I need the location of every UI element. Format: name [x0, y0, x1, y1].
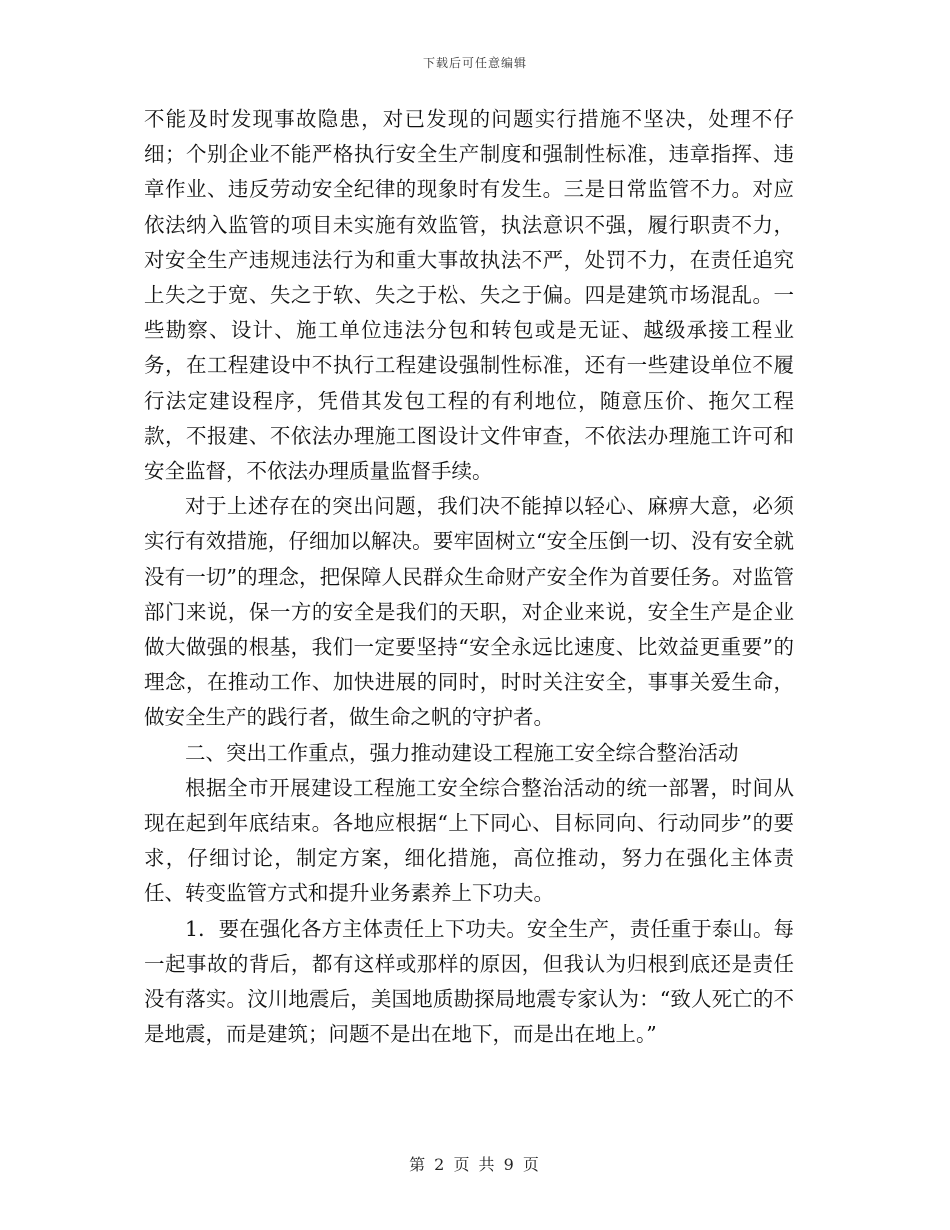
paragraph-deployment: 根据全市开展建设工程施工安全综合整治活动的统一部署，时间从现在起到年底结束。各地应根据“上下同心、目标同向、行动同步”的要求，仔细讨论，制定方案，细化措施，高位推动，努力在强化主体责任、转变监管方式和提升业务素养上下功夫。 [144, 775, 794, 906]
document-body [144, 102, 794, 1052]
paragraph-continuation: 不能及时发现事故隐患，对已发现的问题实行措施不坚决，处理不仔细；个别企业不能严格执行安全生产制度和强制性标准，违章指挥、违章作业、违反劳动安全纪律的现象时有发生。三是日常监管不力。对应依法纳入监管的项目未实施有效监管，执法意识不强，履行职责不力，对安全生产违规违法行为和重大事故执法不严，处罚不力，在责任追究上失之于宽、失之于软、失之于松、失之于偏。四是建筑市场混乱。一些勘察、设计、施工单位违法分包和转包或是无证、越级承接工程业务，在工程建设中不执行工程建设强制性标准，还有一些建设单位不履行法定建设程序，凭借其发包工程的有利地位，随意压价、拖欠工程款，不报建、不依法办理施工图设计文件审查，不依法办理施工许可和安全监督，不依法办理质量监督手续。 [144, 107, 794, 484]
section-heading: 二、突出工作重点，强力推动建设工程施工安全综合整治活动 [185, 740, 739, 765]
page-number-footer: 第 2 页 共 9 页 [409, 1155, 541, 1174]
paragraph-measures: 对于上述存在的突出问题，我们决不能掉以轻心、麻痹大意，必须实行有效措施，仔细加以解决。要牢固树立“安全压倒一切、没有安全就没有一切”的理念，把保障人民群众生命财产安全作为首要任务。对监管部门来说，保一方的安全是我们的天职，对企业来说，安全生产是企业做大做强的根基，我们一定要坚持“安全永远比速度、比效益更重要”的理念，在推动工作、加快进展的同时，时时关注安全，事事关爱生命，做安全生产的践行者，做生命之帆的守护者。 [144, 494, 794, 730]
page-header-note: 下载后可任意编辑 [422, 56, 527, 70]
paragraph-responsibility: 1．要在强化各方主体责任上下功夫。安全生产，责任重于泰山。每一起事故的背后，都有这样或那样的原因，但我认为归根到底还是责任没有落实。汶川地震后，美国地质勘探局地震专家认为：“致人死亡的不是地震，而是建筑；问题不是出在地下，而是出在地上。” [144, 916, 794, 1047]
